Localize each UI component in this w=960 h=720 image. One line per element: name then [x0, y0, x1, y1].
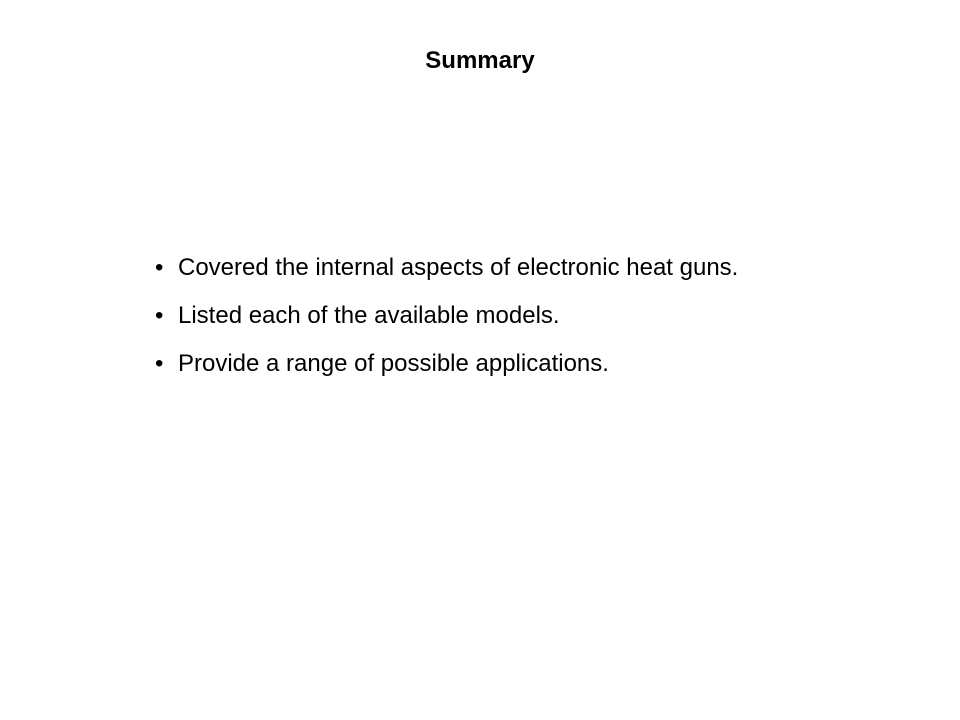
bullet-icon: •: [155, 302, 164, 329]
bullet-icon: •: [155, 350, 164, 377]
bullet-item: [155, 252, 738, 284]
bullet-item: [155, 300, 738, 332]
bullet-text: Covered the internal aspects of electronic heat guns.: [178, 254, 739, 281]
slide-title: Summary: [425, 47, 535, 74]
bullet-icon: •: [155, 254, 164, 281]
bullet-item: [155, 348, 738, 380]
bullet-text: Listed each of the available models.: [178, 302, 560, 329]
bullet-text: Provide a range of possible applications.: [178, 350, 609, 377]
bullet-list: [155, 252, 738, 396]
